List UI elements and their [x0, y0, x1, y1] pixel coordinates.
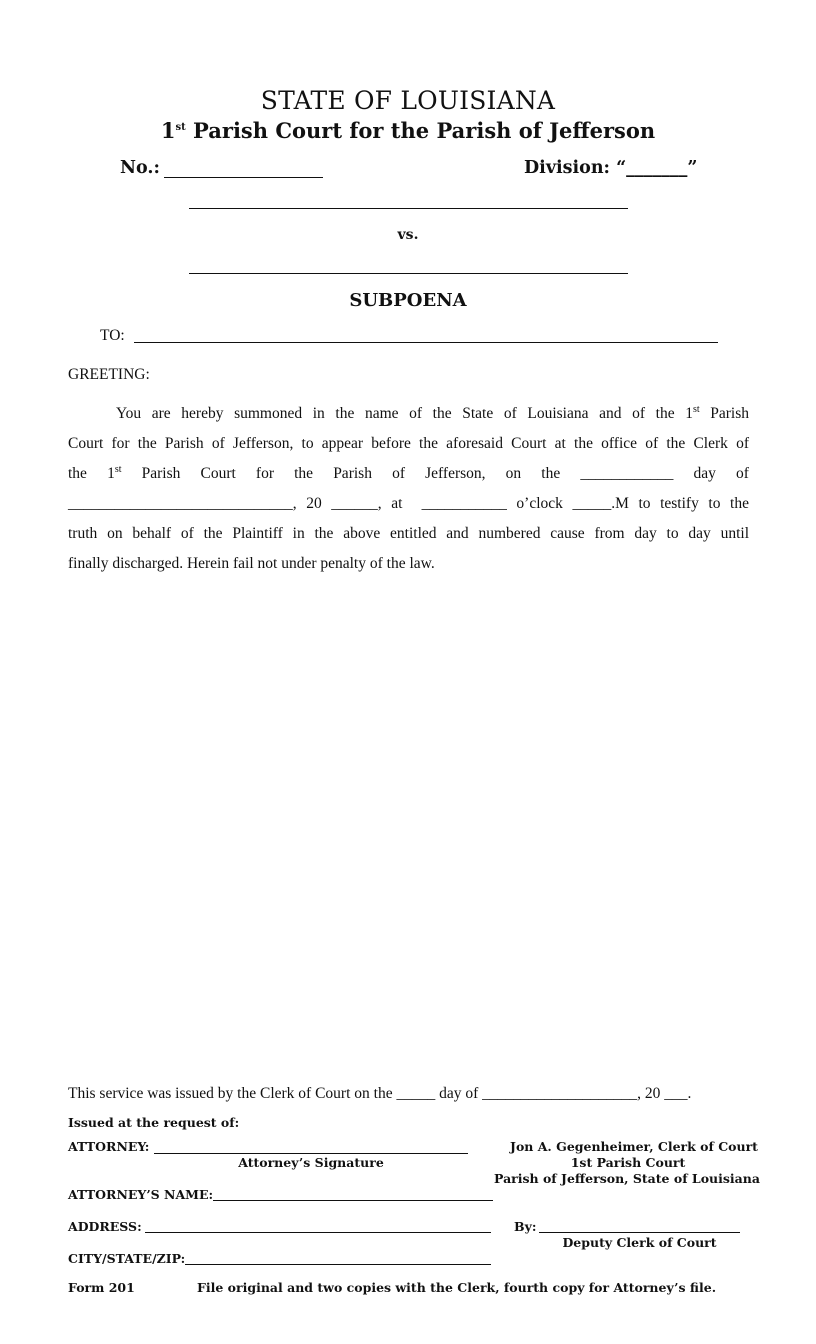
court-heading-rest: Parish Court for the Parish of Jefferson — [185, 118, 656, 143]
address-field[interactable] — [145, 1232, 491, 1233]
attorney-signature-field[interactable] — [154, 1153, 468, 1154]
attorney-signature-caption: Attorney’s Signature — [238, 1155, 384, 1170]
deputy-signature-field[interactable] — [539, 1232, 740, 1233]
court-heading-sup: st — [175, 122, 186, 133]
court-heading-number: 1 — [160, 118, 176, 143]
case-number-label: No.: — [120, 158, 160, 178]
clerk-name: Jon A. Gegenheimer, Clerk of Court — [510, 1139, 758, 1154]
issued-at-label: Issued at the request of: — [68, 1115, 240, 1130]
to-field[interactable] — [134, 342, 718, 343]
filing-instructions: File original and two copies with the Clerk, fourth copy for Attorney’s file. — [197, 1280, 717, 1295]
summons-line-1: You are hereby summoned in the name of the State of Louisiana and of the 1st Parish — [116, 403, 750, 422]
to-label: TO: — [100, 327, 125, 344]
attorney-name-label: ATTORNEY’S NAME: — [68, 1187, 214, 1202]
case-number-field[interactable] — [164, 177, 323, 178]
clerk-court: 1st Parish Court — [570, 1155, 686, 1170]
form-number: Form 201 — [68, 1280, 135, 1295]
address-label: ADDRESS: — [68, 1219, 142, 1234]
state-heading: STATE OF LOUISIANA — [260, 86, 556, 115]
court-heading — [0, 118, 816, 143]
attorney-name-field[interactable] — [213, 1200, 493, 1201]
plaintiff-field[interactable] — [189, 208, 628, 209]
service-statement: This service was issued by the Clerk of Court on the _____ day of ____________________, 20 ___. — [68, 1085, 692, 1102]
summons-line-2: Court for the Parish of Jefferson, to appear before the aforesaid Court at the office of the Clerk of — [68, 435, 749, 452]
summons-line-6: finally discharged. Herein fail not under penalty of the law. — [68, 555, 435, 572]
city-state-zip-label: CITY/STATE/ZIP: — [68, 1251, 186, 1266]
division-field[interactable]: “_______” — [616, 158, 698, 178]
summons-paragraph — [68, 399, 749, 579]
deputy-caption: Deputy Clerk of Court — [562, 1235, 717, 1250]
by-label: By: — [514, 1219, 537, 1234]
subpoena-title: SUBPOENA — [349, 290, 467, 311]
division-label — [524, 158, 698, 178]
summons-line-3: the 1st Parish Court for the Parish of Jefferson, on the ____________ day of — [68, 459, 749, 489]
date-day-field[interactable]: ____________ — [580, 465, 674, 482]
attorney-label: ATTORNEY: — [68, 1139, 150, 1154]
versus-label: vs. — [397, 227, 419, 243]
city-state-zip-field[interactable] — [185, 1264, 491, 1265]
summons-line-4: _____________________________, 20 ______, at ___________ o’clock _____.M to testify to the — [68, 495, 749, 512]
clerk-parish: Parish of Jefferson, State of Louisiana — [494, 1171, 760, 1186]
division-label-text: Division: — [524, 158, 610, 178]
defendant-field[interactable] — [189, 273, 628, 274]
greeting: GREETING: — [68, 366, 150, 383]
summons-line-5: truth on behalf of the Plaintiff in the above entitled and numbered cause from day to day until — [68, 525, 749, 542]
